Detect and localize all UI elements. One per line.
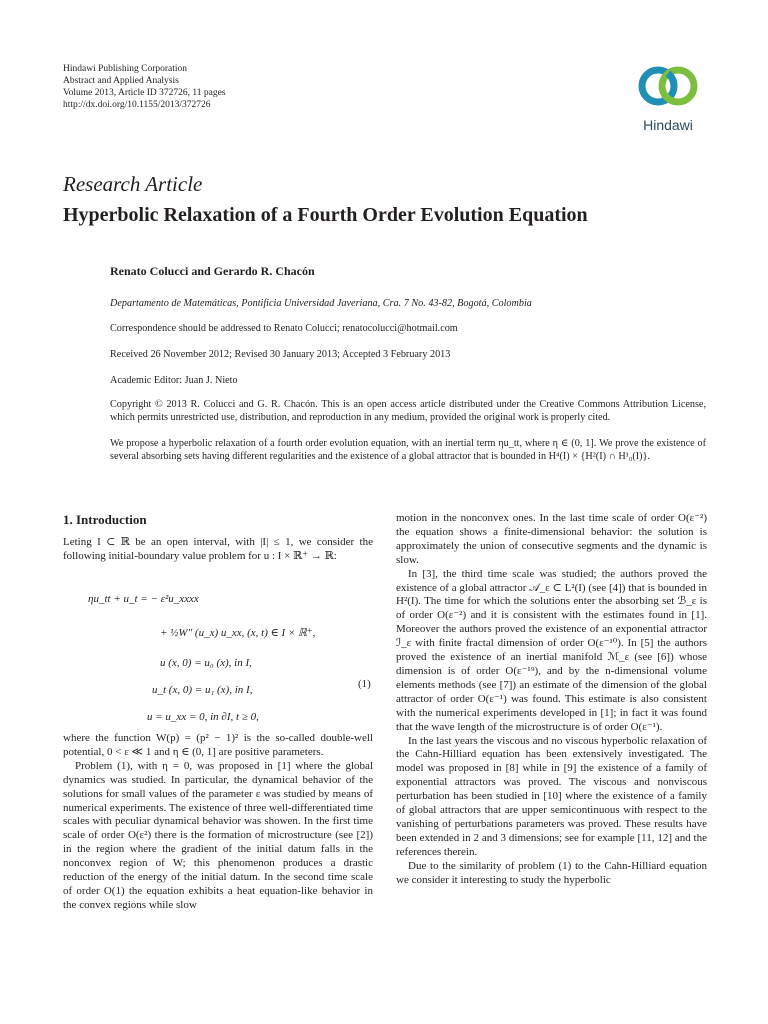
affiliation: Departamento de Matemáticas, Pontificia Universidad Javeriana, Cra. 7 No. 43-82, Bogotá, Colombia: [110, 298, 532, 309]
equation-line: + ½W″ (u_x) u_xx, (x, t) ∈ I × ℝ⁺,: [160, 627, 316, 639]
article-type: Research Article: [63, 172, 203, 196]
logo-text: Hindawi: [643, 117, 693, 133]
right-column: [396, 512, 707, 887]
equation-line: u (x, 0) = u₀ (x), in I,: [160, 657, 252, 669]
paragraph: motion in the nonconvex ones. In the last time scale of order O(ε⁻²) the equation shows a finite-dimensional behavior: the solution is approximately the union of consecutive segments and the dynamic is slow.: [396, 512, 707, 566]
paragraph: In the last years the viscous and no viscous hyperbolic relaxation of the Cahn-Hilliard equation has been extensively investigated. The model was proposed in [8] while in [9] the existence of a family of exponential attractors was proved. The viscous and nonviscous perturbation has been studied in [10] where the existence of a family of global attractors that are upper semicontinuous with respect to the vanishing of perturbations parameters was proved. These results have been extended in 2 and 3 dimensions; see for example [11, 12] and the references therein.: [396, 734, 707, 858]
journal-name: Abstract and Applied Analysis: [63, 76, 179, 86]
dates: Received 26 November 2012; Revised 30 January 2013; Accepted 3 February 2013: [110, 349, 451, 360]
equation-line: ηu_tt + u_t = − ε²u_xxxx: [88, 593, 199, 605]
journal-header: [63, 63, 226, 111]
authors: Renato Colucci and Gerardo R. Chacón: [110, 264, 315, 278]
volume-line: Volume 2013, Article ID 372726, 11 pages: [63, 88, 226, 98]
equation-number: (1): [358, 678, 371, 690]
section-title: 1. Introduction: [63, 512, 147, 527]
paragraph: where the function W(p) = (p² − 1)² is the so-called double-well potential, 0 < ε ≪ 1 and η ∈ (0, 1] are positive parameters.: [63, 732, 373, 758]
paragraph: Due to the similarity of problem (1) to the Cahn-Hilliard equation we consider it interesting to study the hyperbolic: [396, 859, 707, 886]
copyright: Copyright © 2013 R. Colucci and G. R. Chacón. This is an open access article distributed under the Creative Commons Attribution License, which permits unrestricted use, distribution, and reproduction in any medium, provided the original work is properly cited.: [110, 399, 706, 424]
doi-link[interactable]: http://dx.doi.org/10.1155/2013/372726: [63, 100, 211, 110]
paragraph: Problem (1), with η = 0, was proposed in [1] where the global dynamics was studied. In particular, the dynamical behavior of the solutions for small values of the parameter ε was studied by means of numerical experiments. The existence of three well-differentiated time scales with peculiar dynamical behavior was showen. In the first time scale of order O(ε²) there is the formation of microstructure (see [2]) in the region where the gradient of the initial datum falls in the nonconvex region of W; this phenomenon produces a drastic reduction of the energy of the initial datum. In the second time scale of order O(1) the equation exhibits a heat equation-like behavior in the convex regions while slow: [63, 759, 373, 911]
publisher-name: Hindawi Publishing Corporation: [63, 64, 188, 74]
left-column-intro: [63, 536, 373, 564]
hindawi-logo: [628, 58, 708, 134]
correspondence: Correspondence should be addressed to Renato Colucci; renatocolucci@hotmail.com: [110, 323, 458, 334]
academic-editor: Academic Editor: Juan J. Nieto: [110, 375, 238, 386]
hindawi-logo-icon: [628, 58, 708, 116]
paragraph: In [3], the third time scale was studied; the authors proved the existence of a global attractor 𝒜_ε ⊂ L²(I) (see [4]) that is bounded in H²(I). The time for which the solutions enter the absorbing set ℬ_ε is of order O(ε⁻²) and it is consistent with the estimates found in [1]. Moreover the authors proved the existence of an exponential attractor ℐ_ε with finite fractal dimension of order O(ε⁻¹⁰). In [5] the authors proved the existence of an inertial manifold ℳ_ε (see [6]) whose dimension is of order O(ε⁻¹⁹), and by the n-dimensional volume elements methods (see [7]) an estimate of the dimension of the global attractor of order O(ε⁻¹) was found. This estimate is also consistent with the numerical experiments developed in [1]; in fact it was found that the wave length of the microstructure is of order O(ε⁻¹).: [396, 567, 707, 733]
equation-line: u = u_xx = 0, in ∂I, t ≥ 0,: [147, 711, 259, 723]
left-column-body: [63, 732, 373, 913]
intro-paragraph: Leting I ⊂ ℝ be an open interval, with |I| ≤ 1, we consider the following initial-boundary value problem for u : I × ℝ⁺ → ℝ:: [63, 536, 373, 562]
article-title: Hyperbolic Relaxation of a Fourth Order Evolution Equation: [63, 204, 588, 226]
equation-line: u_t (x, 0) = u₁ (x), in I,: [152, 684, 253, 696]
abstract: We propose a hyperbolic relaxation of a fourth order evolution equation, with an inertial term ηu_tt, where η ∈ (0, 1]. We prove the existence of several absorbing sets having different regularities and the existence of a global attractor that is bounded in H⁴(I) × {H²(I) ∩ H¹₀(I)}.: [110, 438, 706, 463]
